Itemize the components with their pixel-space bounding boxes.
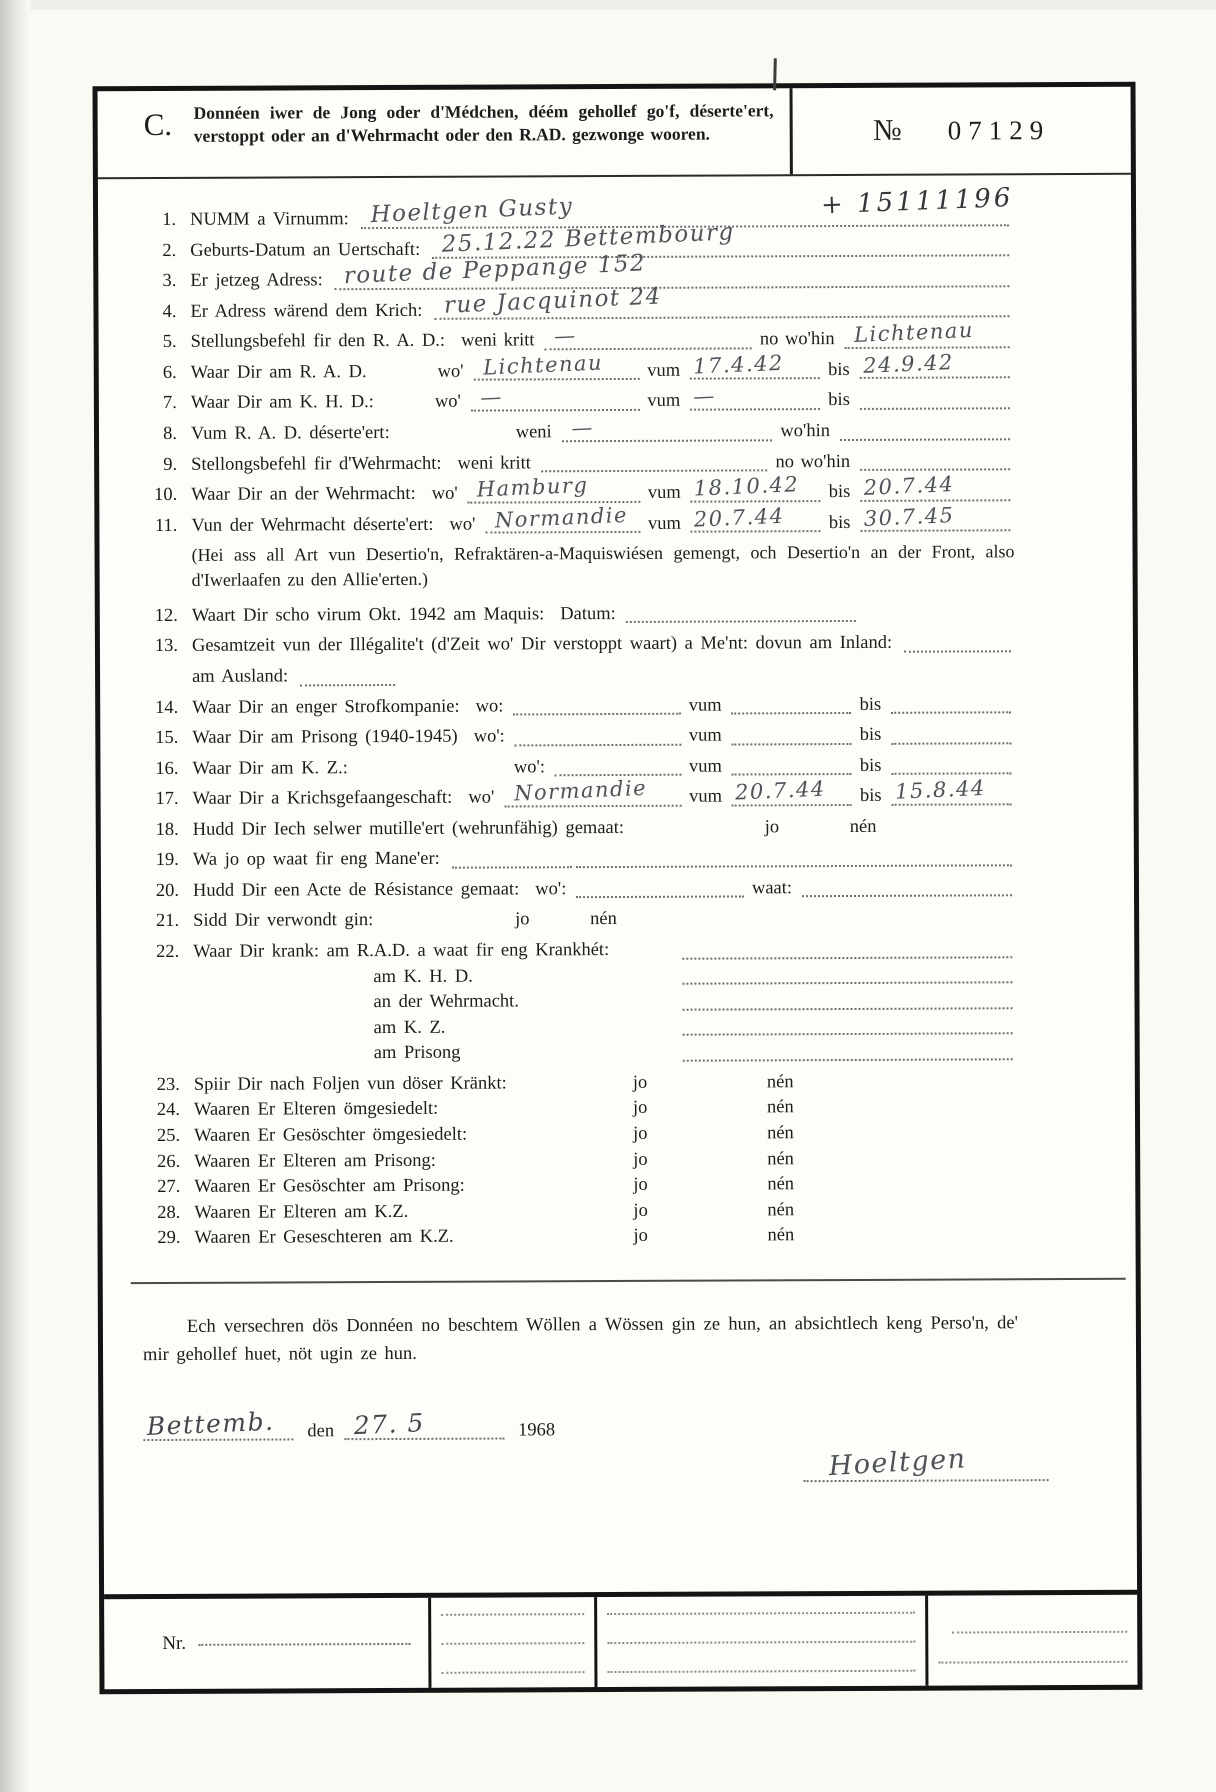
field-label: wo':	[473, 726, 505, 747]
section-letter: C.	[143, 106, 173, 143]
form-row-9	[139, 450, 1014, 476]
field-label: waat:	[751, 878, 793, 899]
dotted-line	[691, 472, 821, 503]
form-title: Donnéen iwer de Jong oder d'Médchen, déém gehollef go'f, déserte'ert, verstoppt oder an d'Wehrmacht oder den R.AD. gezwonge wooren.	[193, 100, 774, 146]
row-label: Waart Dir scho virum Okt. 1942 am Maquis:	[191, 604, 545, 626]
stray-pen-mark	[773, 58, 777, 90]
form-row-24	[142, 1096, 1017, 1122]
row-label: Er Adress wärend dem Krich:	[190, 300, 423, 322]
field-label: bis	[828, 390, 850, 411]
row-label: am K. H. D.	[373, 966, 473, 987]
footer-nr-cell	[104, 1598, 428, 1689]
field-label: wo:	[475, 696, 504, 717]
form-row-10	[139, 472, 1014, 506]
field-label: wo'	[434, 392, 461, 413]
dotted-line	[576, 878, 744, 899]
war-address-handwriting: rue Jacquinot 24	[443, 283, 663, 319]
row-label: Waar Dir an enger Strofkompanie:	[192, 696, 460, 718]
spacer	[531, 1012, 683, 1013]
row-number: 25.	[156, 1125, 181, 1146]
form-row-26	[142, 1147, 1017, 1173]
handwriting-value: —	[553, 323, 577, 349]
field-label: vum	[688, 695, 722, 716]
row-number: 6.	[162, 362, 177, 383]
row-number: 17.	[155, 789, 179, 810]
handwriting-value: —	[570, 415, 595, 441]
handwriting-value: 20.7.44	[734, 776, 827, 805]
row-number: 21.	[155, 911, 180, 932]
form-number: 07129	[947, 114, 1051, 146]
dotted-line	[845, 318, 1010, 349]
form-row-11	[139, 502, 1014, 537]
dotted-line	[471, 384, 640, 412]
form-row-18	[141, 815, 1016, 841]
field-label: weni kritt	[461, 330, 535, 351]
form-header	[98, 87, 1131, 180]
spacer	[194, 1014, 374, 1015]
handwriting-value: —	[479, 384, 504, 410]
row-label: am Ausland:	[192, 666, 289, 687]
jo-option: jo	[633, 1226, 648, 1247]
row-number: 12.	[154, 605, 178, 626]
signature-line	[144, 1443, 1019, 1488]
form-row-22-sub-2	[141, 988, 1016, 1014]
nr-label: Nr.	[162, 1632, 187, 1654]
row-number: 9.	[163, 454, 178, 475]
dotted-line	[626, 602, 856, 623]
row-number: 22.	[156, 941, 180, 963]
form-row-20	[141, 876, 1016, 902]
field-label: wo'hin	[780, 421, 831, 442]
section-divider	[131, 1278, 1126, 1284]
form-row-13b	[140, 662, 1015, 688]
row-label: am K. Z.	[373, 1017, 446, 1038]
nen-option: nén	[767, 1123, 794, 1144]
field-label: bis	[828, 482, 851, 503]
row-number: 7.	[162, 393, 177, 414]
spacer	[473, 1064, 683, 1065]
field-label: vum	[647, 513, 681, 534]
jo-option: jo	[632, 1072, 648, 1093]
scan-edge-left	[0, 0, 30, 1792]
form-row-22-sub-1	[141, 963, 1016, 989]
row-label: Waaren Er Elteren am K.Z.	[194, 1201, 409, 1223]
form-row-27	[142, 1172, 1017, 1198]
dotted-line	[682, 963, 1012, 984]
handwriting-value: Lichtenau	[482, 350, 604, 380]
place-handwriting: Bettemb.	[146, 1406, 276, 1442]
dotted-line	[441, 1642, 584, 1645]
form-number-box	[790, 87, 1131, 174]
signature-handwriting: Hoeltgen	[827, 1443, 968, 1483]
date-line	[143, 1406, 1018, 1444]
dotted-line	[891, 724, 1011, 745]
row-number: 29.	[157, 1228, 181, 1249]
handwriting-value: Lichtenau	[853, 318, 975, 348]
field-label: vum	[647, 391, 681, 412]
form-row-25	[142, 1121, 1017, 1147]
row-number: 27.	[157, 1177, 181, 1198]
row-label: Waaren Er Gesöschter ömgesiedelt:	[194, 1124, 468, 1146]
field-label: weni kritt	[457, 452, 531, 474]
row-label: Waar Dir a Krichsgefaangeschaft:	[192, 787, 453, 810]
handwriting-value: Normandie	[494, 502, 629, 533]
row-label: Waar Dir am R. A. D.	[190, 361, 367, 383]
field-label: vum	[647, 360, 681, 381]
dotted-line	[441, 1613, 584, 1616]
dotted-line	[860, 472, 1010, 502]
dotted-line	[452, 848, 572, 869]
field-label: wo'	[431, 483, 458, 504]
nen-option: nén	[766, 1097, 794, 1118]
dotted-line	[474, 350, 640, 381]
field-label: bis	[859, 755, 882, 776]
form-row-15	[140, 723, 1015, 749]
spacer	[399, 685, 1015, 688]
dotted-line	[732, 725, 852, 746]
row-number: 4.	[162, 301, 177, 322]
row-label: Hudd Dir Iech selwer mutille'ert (wehrunfähig) gemaat:	[192, 817, 625, 840]
field-label: Datum:	[560, 603, 616, 625]
row-label: Waar Dir am K. H. D.:	[190, 392, 374, 414]
dotted-line	[690, 384, 820, 411]
row-label: Er jetzeg Adress:	[190, 270, 323, 291]
field-label: vum	[688, 725, 722, 746]
row-number: 20.	[155, 880, 180, 901]
dotted-line	[891, 754, 1011, 775]
year-label: 1968	[518, 1420, 556, 1441]
dotted-line	[683, 1015, 1013, 1036]
dotted-line	[938, 1661, 1127, 1664]
nen-option: nén	[767, 1225, 795, 1246]
nen-option: nén	[767, 1174, 795, 1195]
form-row-19	[141, 846, 1016, 872]
row-label: Wa jo op waat fir eng Mane'er:	[192, 849, 440, 871]
jo-option: jo	[633, 1174, 648, 1196]
birth-handwriting: 25.12.22 Bettembourg	[441, 219, 736, 258]
death-date-annotation: + 15111196	[820, 182, 1014, 221]
spacer	[360, 779, 510, 780]
place-dotted-line	[143, 1406, 293, 1442]
row-label: Waaren Er Elteren am Prisong:	[194, 1150, 436, 1172]
nen-option: nén	[849, 816, 877, 837]
row-label: Vum R. A. D. déserte'ert:	[190, 422, 390, 444]
footer-cell-4	[925, 1595, 1137, 1686]
dotted-line	[541, 451, 768, 472]
row-11-note: (Hei ass all Art vun Desertio'n, Refraktären-a-Maquiswiésen gemengt, och Desertio'n an der Front, also d'Iwerlaafen zu den Allie'erten.)	[191, 541, 1015, 590]
jo-option: jo	[633, 1200, 648, 1221]
field-label: bis	[859, 786, 882, 807]
field-label: no wo'hin	[759, 329, 835, 350]
dotted-line	[441, 1671, 584, 1674]
field-label: wo':	[513, 756, 545, 778]
dotted-line	[485, 502, 640, 534]
field-label: wo'	[449, 514, 476, 535]
date-handwriting: 27. 5	[352, 1408, 426, 1441]
form-row-7	[139, 384, 1014, 415]
row-number: 11.	[154, 515, 178, 536]
numero-sign: №	[873, 113, 902, 147]
dotted-line	[434, 283, 1009, 321]
spacer	[193, 988, 373, 989]
field-label: bis	[859, 694, 882, 715]
signature-dotted-line	[804, 1443, 1049, 1483]
dotted-line	[544, 323, 751, 350]
dotted-line	[607, 1641, 915, 1644]
dotted-line	[860, 389, 1010, 410]
row-label: an der Wehrmacht.	[373, 991, 519, 1013]
dotted-line	[691, 503, 821, 533]
form-frame	[92, 82, 1142, 1695]
dotted-line	[690, 350, 820, 380]
handwriting-value: 30.7.45	[863, 502, 955, 531]
address-handwriting: route de Peppange 152	[343, 249, 647, 289]
dotted-line	[555, 756, 681, 777]
row-label: Waar Dir am Prisong (1940-1945)	[192, 726, 458, 748]
form-row-12	[140, 601, 1015, 627]
field-label: vum	[647, 482, 681, 503]
dotted-line	[732, 755, 852, 776]
row-label: Waaren Er Elteren ömgesiedelt:	[193, 1099, 439, 1121]
dotted-line	[682, 938, 1012, 959]
dotted-line	[468, 472, 640, 504]
row-label: Waar Dir am K. Z.:	[192, 757, 348, 779]
date-dotted-line	[344, 1408, 504, 1441]
row-number: 14.	[155, 697, 179, 718]
form-row-16	[140, 754, 1015, 780]
field-label: vum	[688, 756, 722, 777]
jo-option: jo	[764, 817, 780, 838]
row-label: Waar Dir an der Wehrmacht:	[191, 483, 416, 505]
row-number: 23.	[156, 1074, 180, 1095]
form-row-22-sub-4	[142, 1040, 1017, 1066]
row-label: Spiir Dir nach Foljen vun döser Kränkt:	[193, 1073, 507, 1095]
row-label: Gesamtzeit vun der Illégalite't (d'Zeit wo' Dir verstoppt waart) a Me'nt: dovun am Inland:	[191, 633, 893, 657]
row-number: 13.	[154, 636, 178, 657]
dotted-line	[504, 775, 681, 808]
field-label: bis	[828, 359, 850, 380]
row-label: Hudd Dir een Acte de Résistance gemaat:	[192, 879, 520, 901]
jo-option: jo	[633, 1149, 648, 1170]
handwriting-value: —	[693, 384, 717, 409]
row-label: Waaren Er Geseschteren am K.Z.	[194, 1226, 454, 1249]
row-number: 28.	[157, 1202, 181, 1223]
handwriting-value: 15.8.44	[894, 776, 987, 804]
form-row-5	[139, 318, 1014, 354]
dotted-line	[576, 846, 1012, 868]
field-label: vum	[689, 786, 723, 807]
field-label: wo'	[437, 361, 464, 382]
form-row-8	[139, 415, 1014, 445]
field-label: no wo'hin	[775, 451, 851, 472]
dotted-line	[682, 989, 1012, 1010]
dotted-line	[904, 632, 1011, 652]
row-number: 5.	[162, 332, 177, 353]
dotted-line	[802, 877, 1012, 898]
handwriting-value: Normandie	[513, 775, 648, 806]
row-number: 2.	[162, 240, 177, 261]
field-label: wo':	[535, 879, 567, 900]
scan-edge-top	[0, 0, 1216, 10]
dotted-line	[892, 776, 1012, 806]
row-number: 3.	[162, 271, 177, 292]
nen-option: nén	[766, 1072, 794, 1093]
row-label: Waaren Er Gesöschter am Prisong:	[194, 1175, 465, 1197]
handwriting-value: 17.4.42	[693, 350, 785, 379]
jo-option: jo	[632, 1098, 648, 1119]
row-number: 8.	[163, 423, 178, 444]
form-row-4	[138, 283, 1013, 323]
dotted-line	[513, 695, 680, 716]
dotted-line	[860, 349, 1010, 380]
dotted-line	[607, 1670, 915, 1673]
handwriting-value: Hamburg	[476, 472, 590, 502]
form-row-6	[139, 349, 1014, 384]
dotted-line	[840, 420, 1010, 441]
row-label: Geburts-Datum an Uertschaft:	[190, 239, 421, 261]
dotted-line	[607, 1612, 915, 1615]
form-row-21	[141, 907, 1016, 933]
row-label: Stellungsbefehl fir den R. A. D.:	[190, 330, 446, 353]
row-number: 16.	[155, 758, 179, 779]
dotted-line	[891, 693, 1011, 714]
form-row-14	[140, 693, 1015, 719]
row-label: Stellongsbefehl fir d'Wehrmacht:	[191, 453, 442, 475]
declaration-text: Ech versechren dös Donnéen no beschtem Wöllen a Wössen gin ze hun, an absichtlech keng Perso'n, de' mir gehollef huet, nöt ugin ze hun.	[142, 1313, 1018, 1365]
dotted-line	[198, 1639, 410, 1646]
row-number: 1.	[162, 209, 177, 230]
row-label: Waar Dir krank: am R.A.D. a waat fir eng Krankhét:	[193, 940, 610, 962]
footer-cell-3	[594, 1596, 925, 1687]
jo-option: jo	[515, 909, 530, 930]
nen-option: nén	[590, 909, 617, 930]
row-label: am Prisong	[373, 1042, 461, 1064]
dotted-line	[300, 665, 395, 685]
handwriting-value: 18.10.42	[693, 472, 801, 501]
handwriting-value: 20.7.44	[693, 503, 786, 532]
form-row-13	[140, 632, 1015, 658]
spacer	[194, 1065, 374, 1066]
spacer	[194, 1039, 374, 1040]
field-label: weni	[515, 422, 552, 443]
field-label: bis	[828, 512, 851, 533]
dotted-line	[515, 725, 681, 746]
jo-option: jo	[633, 1123, 648, 1144]
form-row-22	[141, 937, 1016, 963]
dotted-line	[683, 1040, 1013, 1061]
spacer	[457, 1038, 682, 1039]
row-label: NUMM a Virnumm:	[190, 209, 349, 230]
den-label: den	[307, 1421, 335, 1442]
row-label: Sidd Dir verwondt gin:	[193, 910, 374, 932]
dotted-line	[562, 415, 773, 442]
form-row-28	[142, 1198, 1017, 1224]
spacer	[485, 987, 683, 988]
form-row-22-sub-3	[142, 1014, 1017, 1040]
spacer	[860, 624, 1015, 625]
row-number: 24.	[156, 1100, 181, 1121]
nen-option: nén	[767, 1199, 795, 1221]
dotted-line	[860, 502, 1010, 532]
dotted-line	[732, 694, 852, 715]
name-handwriting: Hoeltgen Gusty	[369, 192, 574, 228]
dotted-line	[335, 249, 1010, 290]
form-row-29	[142, 1223, 1017, 1249]
row-number: 26.	[157, 1151, 181, 1172]
field-label: wo'	[468, 787, 495, 808]
footer-table	[104, 1590, 1137, 1690]
dotted-line	[952, 1631, 1127, 1634]
row-label: Vun der Wehrmacht déserte'ert:	[191, 514, 434, 536]
dotted-line	[860, 450, 1010, 471]
footer-cell-2	[428, 1597, 594, 1688]
row-number: 10.	[154, 484, 178, 506]
nen-option: nén	[767, 1148, 794, 1169]
dotted-line	[732, 776, 852, 807]
form-row-23	[142, 1070, 1017, 1096]
form-body	[98, 175, 1137, 1488]
field-label: bis	[859, 724, 882, 746]
handwriting-value: 20.7.44	[863, 472, 955, 500]
row-number: 15.	[155, 728, 179, 749]
row-number: 19.	[155, 850, 179, 871]
form-row-17	[141, 775, 1016, 810]
handwriting-value: 24.9.42	[862, 349, 955, 378]
row-number: 18.	[155, 819, 179, 840]
